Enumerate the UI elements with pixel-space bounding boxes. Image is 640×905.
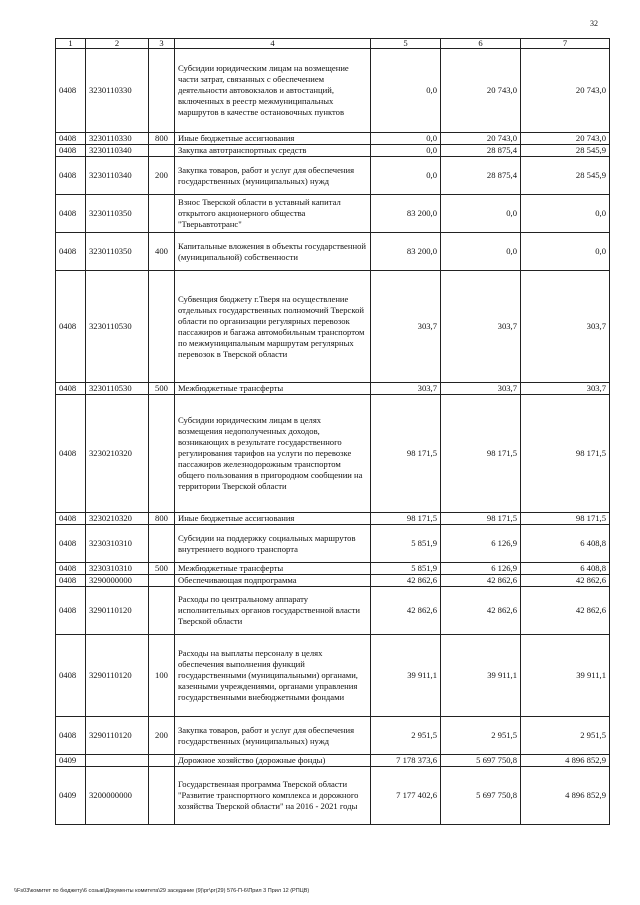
amount-year-3-cell: 303,7 [521, 271, 610, 383]
amount-year-3-cell: 42 862,6 [521, 587, 610, 635]
amount-year-2-cell: 42 862,6 [441, 575, 521, 587]
amount-year-2-cell: 5 697 750,8 [441, 767, 521, 825]
target-article-cell: 3230110530 [86, 271, 149, 383]
section-code-cell: 0408 [56, 145, 86, 157]
target-article-cell: 3290110120 [86, 587, 149, 635]
target-article-cell: 3230210320 [86, 395, 149, 513]
section-code-cell: 0408 [56, 195, 86, 233]
amount-year-3-cell: 98 171,5 [521, 513, 610, 525]
amount-year-3-cell: 42 862,6 [521, 575, 610, 587]
target-article-cell: 3230110340 [86, 157, 149, 195]
amount-year-1-cell: 0,0 [371, 49, 441, 133]
expense-type-cell: 500 [149, 563, 175, 575]
expense-type-cell [149, 525, 175, 563]
amount-year-1-cell: 39 911,1 [371, 635, 441, 717]
budget-table [55, 38, 610, 825]
header-col-7: 7 [521, 39, 610, 49]
amount-year-1-cell: 7 177 402,6 [371, 767, 441, 825]
amount-year-2-cell: 303,7 [441, 271, 521, 383]
table-row [56, 635, 610, 717]
amount-year-3-cell: 39 911,1 [521, 635, 610, 717]
table-row [56, 563, 610, 575]
amount-year-1-cell: 5 851,9 [371, 563, 441, 575]
table-row [56, 195, 610, 233]
target-article-cell: 3230110350 [86, 233, 149, 271]
table-row [56, 587, 610, 635]
amount-year-2-cell: 20 743,0 [441, 49, 521, 133]
amount-year-3-cell: 98 171,5 [521, 395, 610, 513]
amount-year-2-cell: 39 911,1 [441, 635, 521, 717]
section-code-cell: 0408 [56, 233, 86, 271]
amount-year-2-cell: 6 126,9 [441, 525, 521, 563]
amount-year-2-cell: 98 171,5 [441, 395, 521, 513]
amount-year-1-cell: 0,0 [371, 145, 441, 157]
amount-year-3-cell: 2 951,5 [521, 717, 610, 755]
target-article-cell: 3230110340 [86, 145, 149, 157]
table-row [56, 271, 610, 383]
amount-year-3-cell: 28 545,9 [521, 157, 610, 195]
section-code-cell: 0409 [56, 767, 86, 825]
amount-year-2-cell: 2 951,5 [441, 717, 521, 755]
amount-year-2-cell: 28 875,4 [441, 157, 521, 195]
section-code-cell: 0408 [56, 717, 86, 755]
target-article-cell: 3230310310 [86, 525, 149, 563]
expense-type-cell [149, 755, 175, 767]
header-col-3: 3 [149, 39, 175, 49]
expense-type-cell: 400 [149, 233, 175, 271]
section-code-cell: 0408 [56, 157, 86, 195]
header-col-1: 1 [56, 39, 86, 49]
amount-year-3-cell: 20 743,0 [521, 133, 610, 145]
target-article-cell [86, 755, 149, 767]
header-col-2: 2 [86, 39, 149, 49]
table-row [56, 575, 610, 587]
target-article-cell: 3200000000 [86, 767, 149, 825]
expense-type-cell: 500 [149, 383, 175, 395]
amount-year-1-cell: 83 200,0 [371, 195, 441, 233]
amount-year-1-cell: 303,7 [371, 271, 441, 383]
item-name-cell: Закупка товаров, работ и услуг для обеспечения государственных (муниципальных) нужд [175, 157, 371, 195]
item-name-cell: Дорожное хозяйство (дорожные фонды) [175, 755, 371, 767]
target-article-cell: 3290110120 [86, 635, 149, 717]
section-code-cell: 0408 [56, 271, 86, 383]
section-code-cell: 0408 [56, 563, 86, 575]
item-name-cell: Межбюджетные трансферты [175, 383, 371, 395]
amount-year-1-cell: 2 951,5 [371, 717, 441, 755]
expense-type-cell: 200 [149, 157, 175, 195]
table-row [56, 157, 610, 195]
expense-type-cell [149, 767, 175, 825]
table-row [56, 395, 610, 513]
amount-year-1-cell: 7 178 373,6 [371, 755, 441, 767]
target-article-cell: 3230110330 [86, 49, 149, 133]
target-article-cell: 3290000000 [86, 575, 149, 587]
table-row [56, 755, 610, 767]
expense-type-cell: 100 [149, 635, 175, 717]
expense-type-cell [149, 271, 175, 383]
item-name-cell: Субсидии на поддержку социальных маршрутов внутреннего водного транспорта [175, 525, 371, 563]
amount-year-1-cell: 42 862,6 [371, 587, 441, 635]
amount-year-3-cell: 0,0 [521, 195, 610, 233]
header-col-5: 5 [371, 39, 441, 49]
table-row [56, 717, 610, 755]
target-article-cell: 3230110330 [86, 133, 149, 145]
table-row [56, 525, 610, 563]
amount-year-1-cell: 303,7 [371, 383, 441, 395]
item-name-cell: Взнос Тверской области в уставный капитал открытого акционерного общества "Тверьавтотранс" [175, 195, 371, 233]
amount-year-3-cell: 6 408,8 [521, 563, 610, 575]
expense-type-cell [149, 575, 175, 587]
section-code-cell: 0408 [56, 395, 86, 513]
amount-year-1-cell: 42 862,6 [371, 575, 441, 587]
amount-year-2-cell: 98 171,5 [441, 513, 521, 525]
target-article-cell: 3230310310 [86, 563, 149, 575]
amount-year-3-cell: 28 545,9 [521, 145, 610, 157]
amount-year-3-cell: 303,7 [521, 383, 610, 395]
amount-year-2-cell: 20 743,0 [441, 133, 521, 145]
amount-year-2-cell: 5 697 750,8 [441, 755, 521, 767]
amount-year-1-cell: 98 171,5 [371, 513, 441, 525]
target-article-cell: 3230210320 [86, 513, 149, 525]
expense-type-cell [149, 145, 175, 157]
amount-year-1-cell: 0,0 [371, 133, 441, 145]
expense-type-cell: 800 [149, 513, 175, 525]
amount-year-1-cell: 0,0 [371, 157, 441, 195]
table-row [56, 49, 610, 133]
item-name-cell: Субвенция бюджету г.Тверя на осуществление отдельных государственных полномочий Тверской области по организации регулярных перевозок пассажиров и багажа автомобильным транспортом по межмуниципальным маршрутам регулярных перевозок в Тверской области [175, 271, 371, 383]
amount-year-3-cell: 4 896 852,9 [521, 767, 610, 825]
item-name-cell: Закупка автотранспортных средств [175, 145, 371, 157]
section-code-cell: 0408 [56, 635, 86, 717]
amount-year-1-cell: 98 171,5 [371, 395, 441, 513]
item-name-cell: Межбюджетные трансферты [175, 563, 371, 575]
amount-year-1-cell: 83 200,0 [371, 233, 441, 271]
amount-year-2-cell: 0,0 [441, 195, 521, 233]
item-name-cell: Капитальные вложения в объекты государственной (муниципальной) собственности [175, 233, 371, 271]
page-number: 32 [590, 19, 598, 28]
expense-type-cell: 200 [149, 717, 175, 755]
table-row [56, 145, 610, 157]
expense-type-cell [149, 587, 175, 635]
item-name-cell: Иные бюджетные ассигнования [175, 133, 371, 145]
amount-year-2-cell: 6 126,9 [441, 563, 521, 575]
expense-type-cell: 800 [149, 133, 175, 145]
header-row [56, 39, 610, 49]
item-name-cell: Субсидии юридическим лицам в целях возмещения недополученных доходов, возникающих в результате государственного регулирования тарифов на услуги по перевозке пассажиров железнодорожным транспортом общего пользования в пригородном сообщении на территории Тверской области [175, 395, 371, 513]
item-name-cell: Закупка товаров, работ и услуг для обеспечения государственных (муниципальных) нужд [175, 717, 371, 755]
table-row [56, 513, 610, 525]
section-code-cell: 0408 [56, 49, 86, 133]
table-row [56, 383, 610, 395]
target-article-cell: 3290110120 [86, 717, 149, 755]
item-name-cell: Иные бюджетные ассигнования [175, 513, 371, 525]
expense-type-cell [149, 195, 175, 233]
amount-year-3-cell: 20 743,0 [521, 49, 610, 133]
table-row [56, 133, 610, 145]
amount-year-3-cell: 6 408,8 [521, 525, 610, 563]
section-code-cell: 0408 [56, 525, 86, 563]
amount-year-1-cell: 5 851,9 [371, 525, 441, 563]
header-col-6: 6 [441, 39, 521, 49]
section-code-cell: 0408 [56, 575, 86, 587]
item-name-cell: Расходы по центральному аппарату исполнительных органов государственной власти Тверской области [175, 587, 371, 635]
section-code-cell: 0409 [56, 755, 86, 767]
target-article-cell: 3230110350 [86, 195, 149, 233]
table-row [56, 233, 610, 271]
section-code-cell: 0408 [56, 383, 86, 395]
amount-year-3-cell: 0,0 [521, 233, 610, 271]
target-article-cell: 3230110530 [86, 383, 149, 395]
amount-year-2-cell: 28 875,4 [441, 145, 521, 157]
item-name-cell: Расходы на выплаты персоналу в целях обеспечения выполнения функций государственными (муниципальными) органами, казенными учреждениями, органами управления государственными внебюджетными фондами [175, 635, 371, 717]
amount-year-2-cell: 42 862,6 [441, 587, 521, 635]
file-path-footer: \\Fs03\комитет по бюджету\6 созыв\Документы комитета\29 заседание (9)\рг\рг(29) 576-П-6\Прил 3 Прил 12 (РПЦВ) [14, 888, 310, 894]
amount-year-2-cell: 0,0 [441, 233, 521, 271]
item-name-cell: Государственная программа Тверской области "Развитие транспортного комплекса и дорожного хозяйства Тверской области" на 2016 - 2021 годы [175, 767, 371, 825]
amount-year-2-cell: 303,7 [441, 383, 521, 395]
section-code-cell: 0408 [56, 133, 86, 145]
expense-type-cell [149, 395, 175, 513]
item-name-cell: Субсидии юридическим лицам на возмещение части затрат, связанных с обеспечением деятельности автовокзалов и автостанций, включенных в реестр межмуниципальных маршрутов в качестве остановочных пунктов [175, 49, 371, 133]
section-code-cell: 0408 [56, 587, 86, 635]
section-code-cell: 0408 [56, 513, 86, 525]
item-name-cell: Обеспечивающая подпрограмма [175, 575, 371, 587]
amount-year-3-cell: 4 896 852,9 [521, 755, 610, 767]
table-row [56, 767, 610, 825]
header-col-4: 4 [175, 39, 371, 49]
expense-type-cell [149, 49, 175, 133]
